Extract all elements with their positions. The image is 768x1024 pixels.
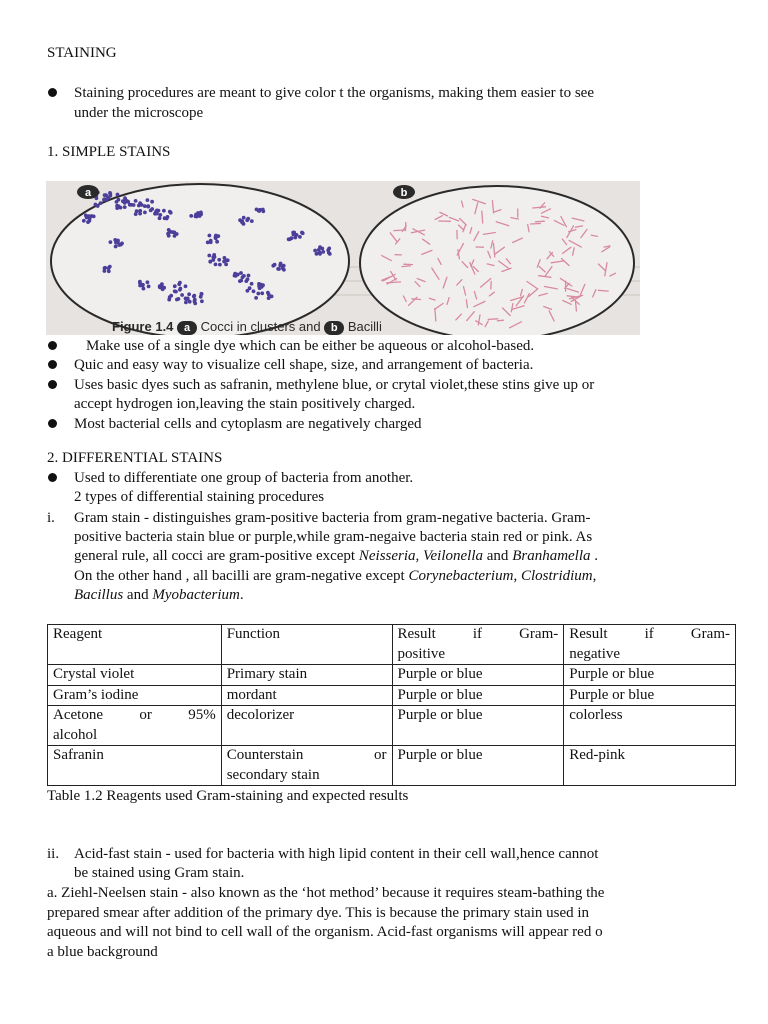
coccus-cell [247, 274, 251, 278]
coccus-cell [257, 282, 261, 286]
coccus-cell [257, 209, 261, 213]
coccus-cell [245, 218, 249, 222]
coccus-cell [106, 197, 110, 201]
coccus-cell [103, 266, 107, 270]
coccus-cell [193, 300, 197, 304]
cell-text-line: secondary stain [226, 766, 320, 783]
text-run: Result [569, 626, 608, 642]
text-run: general rule, all cocci are gram-positive except [74, 548, 359, 564]
section-heading-simple-stains: 1. SIMPLE STAINS [47, 144, 171, 160]
coccus-cell [250, 282, 254, 286]
text-run: or [374, 747, 387, 763]
table-row [48, 746, 736, 786]
ziehl-neelsen-line-2: prepared smear after addition of the primary dye. This is because the primary stain used in [47, 905, 590, 921]
plate-b-circle [360, 186, 634, 335]
plate-label-b [393, 185, 415, 199]
gram-stain-line-1: Gram stain - distinguishes gram-positive bacteria from gram-negative bacteria. Gram- [74, 510, 591, 526]
coccus-cell [226, 258, 230, 262]
coccus-cell [132, 203, 136, 207]
header-reagent: Reagent [48, 625, 222, 665]
cell-function: decolorizer [221, 706, 392, 746]
coccus-cell [138, 284, 142, 288]
cell-reagent: Safranin [48, 746, 222, 786]
text-run: if [644, 626, 654, 642]
coccus-cell [102, 198, 106, 202]
coccus-cell [298, 235, 302, 239]
bacillus-rod [394, 230, 405, 231]
coccus-cell [188, 300, 192, 304]
coccus-cell [300, 231, 304, 235]
table-caption: Table 1.2 Reagents used Gram-staining and expected results [47, 788, 409, 804]
coccus-cell [116, 239, 120, 243]
text-run: Gram- [519, 626, 559, 642]
coccus-cell [158, 213, 162, 217]
caption-marker-a: a [177, 321, 197, 335]
coccus-cell [162, 209, 166, 213]
document-title: STAINING [47, 45, 117, 61]
coccus-cell [184, 284, 188, 288]
coccus-cell [180, 293, 184, 297]
genus-name: Clostridium [520, 568, 593, 584]
coccus-cell [137, 204, 141, 208]
coccus-cell [242, 222, 246, 226]
table-header-row [48, 625, 736, 665]
text-run: On the other hand , all bacilli are gram-negative except [74, 568, 409, 584]
coccus-cell [163, 216, 167, 220]
bullet-icon [48, 88, 57, 97]
coccus-cell [173, 231, 177, 235]
plate-label-a-text: a [84, 187, 92, 199]
cell-result-positive: Purple or blue [392, 685, 564, 706]
simple-bullet-1: Make use of a single dye which can be either be aqueous or alcohol-based. [86, 338, 535, 354]
coccus-cell [277, 267, 281, 271]
coccus-cell [160, 282, 164, 286]
coccus-cell [290, 236, 294, 240]
cell-result-negative: Purple or blue [564, 665, 736, 686]
ziehl-neelsen-line-4: a blue background [47, 944, 158, 960]
text-run: , [513, 568, 521, 584]
simple-bullet-2: Quic and easy way to visualize cell shape, size, and arrangement of bacteria. [74, 357, 534, 373]
coccus-cell [187, 292, 191, 296]
cell-result-positive: Purple or blue [392, 665, 564, 686]
coccus-cell [86, 220, 90, 224]
coccus-cell [242, 216, 246, 220]
genus-name: Corynebacterium [408, 568, 514, 584]
cell-result-negative: Purple or blue [564, 685, 736, 706]
table-row [48, 665, 736, 686]
coccus-cell [218, 263, 222, 267]
coccus-cell [166, 232, 170, 236]
text-run: Result [397, 626, 436, 642]
coccus-cell [173, 234, 177, 238]
simple-bullet-4: Most bacterial cells and cytoplasm are negatively charged [74, 416, 422, 432]
coccus-cell [149, 209, 153, 213]
gram-stain-line-4 [74, 567, 596, 587]
coccus-cell [295, 233, 299, 237]
figure-cocci-bacilli [46, 181, 640, 335]
ziehl-neelsen-line-3: aqueous and will not bind to cell wall of the organism. Acid-fast organisms will appear red o [47, 924, 603, 940]
coccus-cell [252, 289, 256, 293]
coccus-cell [150, 200, 154, 204]
genus-name: Myobacterium [152, 587, 240, 603]
coccus-cell [313, 249, 317, 253]
figure-caption-text-b: Bacilli [347, 319, 382, 334]
header-result-negative [564, 625, 736, 665]
gram-stain-line-5 [74, 586, 244, 606]
coccus-cell [267, 296, 271, 300]
coccus-cell [196, 214, 200, 218]
coccus-cell [128, 203, 132, 207]
text-run: or [139, 707, 152, 723]
acid-fast-line-2: be stained using Gram stain. [74, 865, 245, 881]
figure-illustration [46, 181, 640, 335]
coccus-cell [143, 211, 147, 215]
bacillus-rod [482, 211, 483, 223]
coccus-cell [261, 283, 265, 287]
plate-a-circle [51, 184, 349, 335]
coccus-cell [242, 274, 246, 278]
ziehl-neelsen-line-1: a. Ziehl-Neelsen stain - also known as the ‘hot method’ because it requires steam-bathing the [47, 885, 605, 901]
coccus-cell [217, 258, 221, 262]
bacillus-rod [435, 308, 436, 321]
coccus-cell [244, 279, 248, 283]
coccus-cell [108, 194, 112, 198]
coccus-cell [138, 212, 142, 216]
cell-text-line [227, 746, 387, 766]
coccus-cell [116, 193, 120, 197]
coccus-cell [256, 292, 260, 296]
coccus-cell [200, 292, 204, 296]
coccus-cell [184, 301, 188, 305]
coccus-cell [213, 255, 217, 259]
coccus-cell [320, 247, 324, 251]
coccus-cell [123, 201, 127, 205]
gram-reagents-table [47, 624, 736, 786]
bullet-icon [48, 341, 57, 350]
coccus-cell [155, 212, 159, 216]
bullet-icon [48, 473, 57, 482]
gram-stain-line-3 [74, 547, 598, 567]
table-row [48, 706, 736, 746]
acid-fast-number: ii. [47, 846, 60, 862]
text-run: Counterstain [226, 747, 304, 763]
coccus-cell [175, 298, 179, 302]
bacillus-rod [412, 299, 421, 300]
header-text-line: negative [569, 645, 621, 662]
cell-text-line [53, 706, 216, 726]
gram-stain-line-2: positive bacteria stain blue or purple,while gram-negaive bacteria stain red or pink. As [74, 529, 593, 545]
header-text-line: positive [397, 645, 446, 662]
genus-name: Neisseria, Veilonella [358, 548, 484, 564]
coccus-cell [189, 214, 193, 218]
coccus-cell [248, 286, 252, 290]
intro-line-2: under the microscope [74, 105, 204, 121]
cell-text-line: alcohol [53, 726, 98, 743]
bacillus-rod [497, 320, 503, 321]
header-function: Function [221, 625, 392, 665]
coccus-cell [233, 274, 237, 278]
coccus-cell [178, 288, 182, 292]
bullet-icon [48, 380, 57, 389]
coccus-cell [236, 273, 240, 277]
coccus-cell [321, 250, 325, 254]
coccus-cell [161, 287, 165, 291]
cell-result-negative: Red-pink [564, 746, 736, 786]
bacillus-rod [402, 266, 410, 267]
coccus-cell [146, 205, 150, 209]
cell-function [221, 746, 392, 786]
coccus-cell [108, 265, 112, 269]
coccus-cell [173, 284, 177, 288]
text-run: . [590, 548, 599, 564]
section-heading-differential-stains: 2. DIFFERENTIAL STAINS [47, 450, 223, 466]
coccus-cell [209, 239, 213, 243]
text-run: Gram- [690, 626, 730, 642]
simple-bullet-3-cont: accept hydrogen ion,leaving the stain positively charged. [74, 396, 416, 412]
cell-reagent [48, 706, 222, 746]
coccus-cell [138, 280, 142, 284]
cell-result-positive: Purple or blue [392, 706, 564, 746]
coccus-cell [273, 263, 277, 267]
bacillus-rod [536, 221, 545, 222]
text-run: and [123, 587, 153, 603]
coccus-cell [123, 196, 127, 200]
coccus-cell [208, 234, 212, 238]
coccus-cell [123, 205, 127, 209]
text-run: . [239, 587, 244, 603]
coccus-cell [214, 234, 218, 238]
coccus-cell [158, 216, 162, 220]
coccus-cell [99, 201, 103, 205]
coccus-cell [169, 294, 173, 298]
plate-label-b-text: b [400, 187, 408, 199]
coccus-cell [114, 245, 118, 249]
text-run: and [483, 548, 513, 564]
acid-fast-line-1: Acid-fast stain - used for bacteria with high lipid content in their cell wall,hence cannot [74, 846, 599, 862]
figure-caption-label: Figure 1.4 [112, 319, 174, 334]
coccus-cell [326, 248, 330, 252]
table-row [48, 685, 736, 706]
coccus-cell [177, 282, 181, 286]
genus-name: Branhamella [512, 548, 591, 564]
differential-types-line: 2 types of differential staining procedures [74, 489, 325, 505]
coccus-cell [184, 297, 188, 301]
gram-stain-number: i. [47, 510, 55, 526]
coccus-cell [134, 199, 138, 203]
coccus-cell [222, 260, 226, 264]
differential-bullet: Used to differentiate one group of bacteria from another. [74, 470, 414, 486]
plate-label-a [77, 185, 99, 199]
coccus-cell [239, 279, 243, 283]
bullet-icon [48, 360, 57, 369]
coccus-cell [135, 209, 139, 213]
header-text-line [569, 625, 730, 645]
cell-reagent: Crystal violet [48, 665, 222, 686]
coccus-cell [82, 219, 86, 223]
intro-line-1: Staining procedures are meant to give color t the organisms, making them easier to see [74, 85, 594, 101]
coccus-cell [200, 299, 204, 303]
coccus-cell [282, 268, 286, 272]
coccus-cell [119, 206, 123, 210]
coccus-cell [147, 285, 151, 289]
coccus-cell [254, 296, 258, 300]
coccus-cell [109, 240, 113, 244]
coccus-cell [103, 193, 107, 197]
bacillus-rod [531, 224, 541, 225]
coccus-cell [318, 250, 322, 254]
coccus-cell [146, 198, 150, 202]
coccus-cell [267, 293, 271, 297]
coccus-cell [215, 240, 219, 244]
bacillus-rod [598, 290, 608, 291]
coccus-cell [278, 264, 282, 268]
coccus-cell [207, 254, 211, 258]
bullet-icon [48, 419, 57, 428]
coccus-cell [96, 204, 100, 208]
coccus-cell [260, 291, 264, 295]
cell-reagent: Gram’s iodine [48, 685, 222, 706]
cell-result-positive: Purple or blue [392, 746, 564, 786]
figure-caption [112, 319, 382, 335]
coccus-cell [146, 280, 150, 284]
figure-caption-text-a: Cocci in clusters and [200, 319, 321, 334]
header-result-positive [392, 625, 564, 665]
simple-bullet-3: Uses basic dyes such as safranin, methylene blue, or crytal violet,these stins give up or [74, 377, 595, 393]
cell-function: Primary stain [221, 665, 392, 686]
text-run: 95% [188, 707, 216, 723]
text-run: Acetone [53, 707, 103, 723]
coccus-cell [250, 219, 254, 223]
text-run: , [592, 568, 597, 584]
coccus-cell [208, 260, 212, 264]
coccus-cell [115, 206, 119, 210]
coccus-cell [261, 209, 265, 213]
coccus-cell [214, 263, 218, 267]
bacillus-rod [488, 319, 498, 320]
coccus-cell [107, 269, 111, 273]
coccus-cell [292, 233, 296, 237]
coccus-cell [173, 289, 177, 293]
cell-result-negative: colorless [564, 706, 736, 746]
cell-function: mordant [221, 685, 392, 706]
coccus-cell [115, 200, 119, 204]
text-run: if [472, 626, 483, 642]
header-text-line [398, 625, 559, 645]
coccus-cell [119, 243, 123, 247]
caption-marker-b: b [324, 321, 344, 335]
coccus-cell [199, 211, 203, 215]
coccus-cell [168, 210, 172, 214]
genus-name: Bacillus [74, 587, 124, 603]
